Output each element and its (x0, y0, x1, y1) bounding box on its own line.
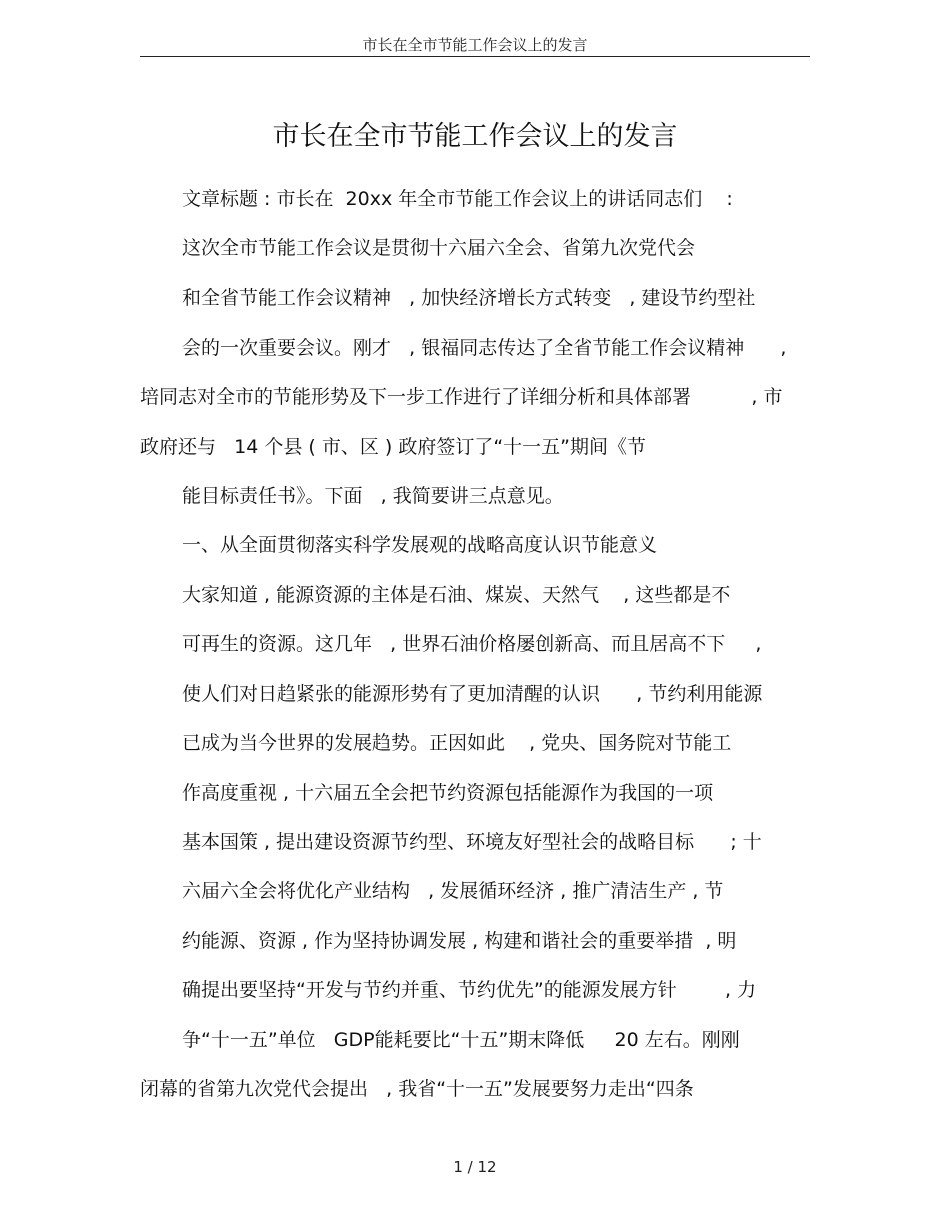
body-line: 六届六全会将优化产业结构 , 发展循环经济 , 推广清洁生产 , 节 (182, 880, 724, 902)
body-line: 约能源、资源 , 作为坚持协调发展 , 构建和谐社会的重要举措 , 明 (182, 930, 737, 952)
body-line: 争“十一五”单位 GDP能耗要比“十五”期末降低 20 左右。刚刚 (182, 1029, 740, 1051)
body-line: 政府还与 14 个县 ( 市、区 ) 政府签订了“十一五”期间《节 (140, 436, 647, 458)
body-line: 确提出要坚持“开发与节约并重、节约优先”的能源发展方针 , 力 (182, 979, 757, 1001)
body-line: 作高度重视 , 十六届五全会把节约资源包括能源作为我国的一项 (182, 782, 714, 804)
header-divider (140, 56, 810, 57)
page-indicator: 1 / 12 (453, 1158, 497, 1176)
body-line: 这次全市节能工作会议是贯彻十六届六全会、省第九次党代会 (182, 237, 696, 259)
body-line: 已成为当今世界的发展趋势。正因如此 , 党央、国务院对节能工 (182, 732, 732, 754)
body-line: 会的一次重要会议。刚才 , 银福同志传达了全省节能工作会议精神 , (182, 337, 787, 359)
body-line: 培同志对全市的节能形势及下一步工作进行了详细分析和具体部署 , 市 (140, 386, 783, 408)
body-line: 文章标题 : 市长在 20xx 年全市节能工作会议上的讲话同志们 : (182, 188, 733, 210)
body-line: 使人们对日趋紧张的能源形势有了更加清醒的认识 , 节约利用能源 (182, 683, 763, 705)
body-line: 能目标责任书》。下面 , 我简要讲三点意见。 (182, 485, 564, 507)
body-line: 闭幕的省第九次党代会提出 , 我省“十一五”发展要努力走出“四条 (140, 1078, 694, 1100)
body-line: 大家知道 , 能源资源的主体是石油、煤炭、天然气 , 这些都是不 (182, 584, 731, 606)
section-heading: 一、从全面贯彻落实科学发展观的战略高度认识节能意义 (182, 534, 658, 556)
body-line: 和全省节能工作会议精神 , 加快经济增长方式转变 , 建设节约型社 (182, 287, 756, 309)
body-line: 可再生的资源。这几年 , 世界石油价格屡创新高、而且居高不下 , (182, 633, 762, 655)
body-line: 基本国策 , 提出建设资源节约型、环境友好型社会的战略目标 ; 十 (182, 831, 762, 853)
document-title: 市长在全市节能工作会议上的发言 (272, 121, 678, 152)
running-header: 市长在全市节能工作会议上的发言 (362, 36, 588, 54)
